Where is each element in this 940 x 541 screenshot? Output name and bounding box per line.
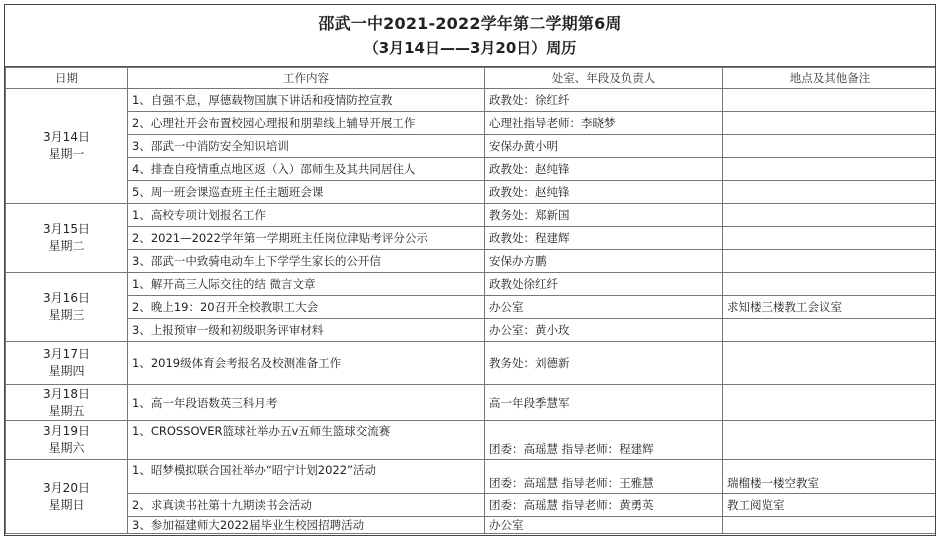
owner-cell: 办公室 — [485, 296, 723, 319]
weekday-text: 星期三 — [48, 308, 85, 322]
work-cell: 4、排查自疫情重点地区返（入）邵师生及其共同居住人 — [128, 158, 485, 181]
work-cell: 2、2021—2022学年第一学期班主任岗位津贴考评分公示 — [128, 227, 485, 250]
work-cell: 1、自强不息，厚德载物国旗下讲话和疫情防控宣教 — [128, 89, 485, 112]
place-cell — [723, 204, 937, 227]
work-cell: 2、晚上19：20召开全校教职工大会 — [128, 296, 485, 319]
page-subtitle: （3月14日——3月20日）周历 — [363, 38, 577, 57]
table-row — [6, 89, 937, 112]
header-owner: 处室、年段及负责人 — [485, 68, 723, 89]
place-cell — [723, 273, 937, 296]
place-cell — [723, 89, 937, 112]
table-row — [6, 517, 937, 534]
page-title: 邵武一中2021-2022学年第二学期第6周 — [318, 13, 622, 33]
table-row — [6, 319, 937, 342]
date-cell — [6, 273, 128, 342]
table-row — [6, 204, 937, 227]
place-cell — [723, 227, 937, 250]
place-cell — [723, 181, 937, 204]
table-row — [6, 158, 937, 181]
owner-cell: 教务处：郑新国 — [485, 204, 723, 227]
owner-cell: 办公室 — [485, 517, 723, 534]
place-cell — [723, 135, 937, 158]
work-cell: 1、高校专项计划报名工作 — [128, 204, 485, 227]
owner-cell: 团委：高瑶慧 指导老师：王雅慧 — [485, 460, 723, 494]
weekday-text: 星期五 — [48, 403, 85, 418]
work-cell: 1、昭梦模拟联合国社举办“昭宁计划2022”活动 — [128, 460, 485, 494]
work-cell: 3、邵武一中消防安全知识培训 — [128, 135, 485, 158]
place-cell — [723, 319, 937, 342]
weekday-text: 星期一 — [48, 147, 85, 161]
weekday-text: 星期六 — [48, 441, 85, 455]
date-cell — [6, 342, 128, 385]
place-cell — [723, 250, 937, 273]
table-row — [6, 135, 937, 158]
title-block — [5, 5, 935, 67]
date-cell — [6, 460, 128, 534]
work-cell: 1、高一年段语数英三科月考 — [128, 385, 485, 421]
table-row — [6, 421, 937, 460]
table-row — [6, 494, 937, 517]
table-row — [6, 273, 937, 296]
work-cell: 3、参加福建师大2022届毕业生校园招聘活动 — [128, 517, 485, 534]
date-text: 3月15日 — [43, 222, 90, 236]
schedule-sheet — [4, 4, 936, 536]
owner-cell: 团委：高瑶慧 指导老师：黄勇英 — [485, 494, 723, 517]
table-row — [6, 385, 937, 421]
place-cell: 求知楼三楼教工会议室 — [723, 296, 937, 319]
place-cell — [723, 342, 937, 385]
date-text: 3月20日 — [43, 480, 90, 495]
place-cell — [723, 517, 937, 534]
place-cell: 教工阅览室 — [723, 494, 937, 517]
owner-cell: 教务处：刘德新 — [485, 342, 723, 385]
header-row — [6, 68, 937, 89]
weekday-text: 星期四 — [48, 364, 85, 378]
date-text: 3月17日 — [43, 347, 90, 361]
table-row — [6, 227, 937, 250]
weekday-text: 星期二 — [48, 239, 85, 253]
place-cell — [723, 158, 937, 181]
owner-cell: 安保办黄小明 — [485, 135, 723, 158]
table-row — [6, 460, 937, 494]
header-place: 地点及其他备注 — [723, 68, 937, 89]
place-cell: 瑞榴楼一楼空教室 — [723, 460, 937, 494]
place-cell — [723, 112, 937, 135]
header-work: 工作内容 — [128, 68, 485, 89]
place-cell — [723, 421, 937, 460]
schedule-table — [5, 67, 936, 534]
owner-cell: 心理社指导老师：李晓梦 — [485, 112, 723, 135]
owner-cell: 办公室：黄小玫 — [485, 319, 723, 342]
work-cell: 1、2019级体育会考报名及校测准备工作 — [128, 342, 485, 385]
work-cell: 5、周一班会课巡查班主任主题班会课 — [128, 181, 485, 204]
owner-cell: 政教处徐红纤 — [485, 273, 723, 296]
date-text: 3月16日 — [43, 291, 90, 305]
work-cell: 2、求真读书社第十九期读书会活动 — [128, 494, 485, 517]
date-cell — [6, 385, 128, 421]
date-text: 3月19日 — [43, 424, 90, 438]
owner-cell: 政教处：程建辉 — [485, 227, 723, 250]
table-row — [6, 342, 937, 385]
work-cell: 2、心理社开会布置校园心理报和朋辈线上辅导开展工作 — [128, 112, 485, 135]
owner-cell: 高一年段季慧军 — [485, 385, 723, 421]
owner-cell: 团委：高瑶慧 指导老师：程建辉 — [485, 421, 723, 460]
table-row — [6, 181, 937, 204]
table-row — [6, 250, 937, 273]
table-row — [6, 112, 937, 135]
work-cell: 3、上报预审一级和初级职务评审材料 — [128, 319, 485, 342]
owner-cell: 安保办方鹏 — [485, 250, 723, 273]
date-cell — [6, 89, 128, 204]
table-row — [6, 296, 937, 319]
date-cell — [6, 421, 128, 460]
work-cell: 1、CROSSOVER篮球社举办五v五师生篮球交流赛 — [128, 421, 485, 460]
date-text: 3月14日 — [43, 130, 90, 144]
owner-cell: 政教处：徐红纤 — [485, 89, 723, 112]
date-text: 3月18日 — [43, 386, 90, 401]
place-cell — [723, 385, 937, 421]
owner-cell: 政教处：赵纯锋 — [485, 181, 723, 204]
work-cell: 1、解开高三人际交往的结 微言文章 — [128, 273, 485, 296]
date-cell — [6, 204, 128, 273]
weekday-text: 星期日 — [48, 497, 85, 512]
work-cell: 3、邵武一中致骑电动车上下学学生家长的公开信 — [128, 250, 485, 273]
header-date: 日期 — [6, 68, 128, 89]
owner-cell: 政教处：赵纯锋 — [485, 158, 723, 181]
